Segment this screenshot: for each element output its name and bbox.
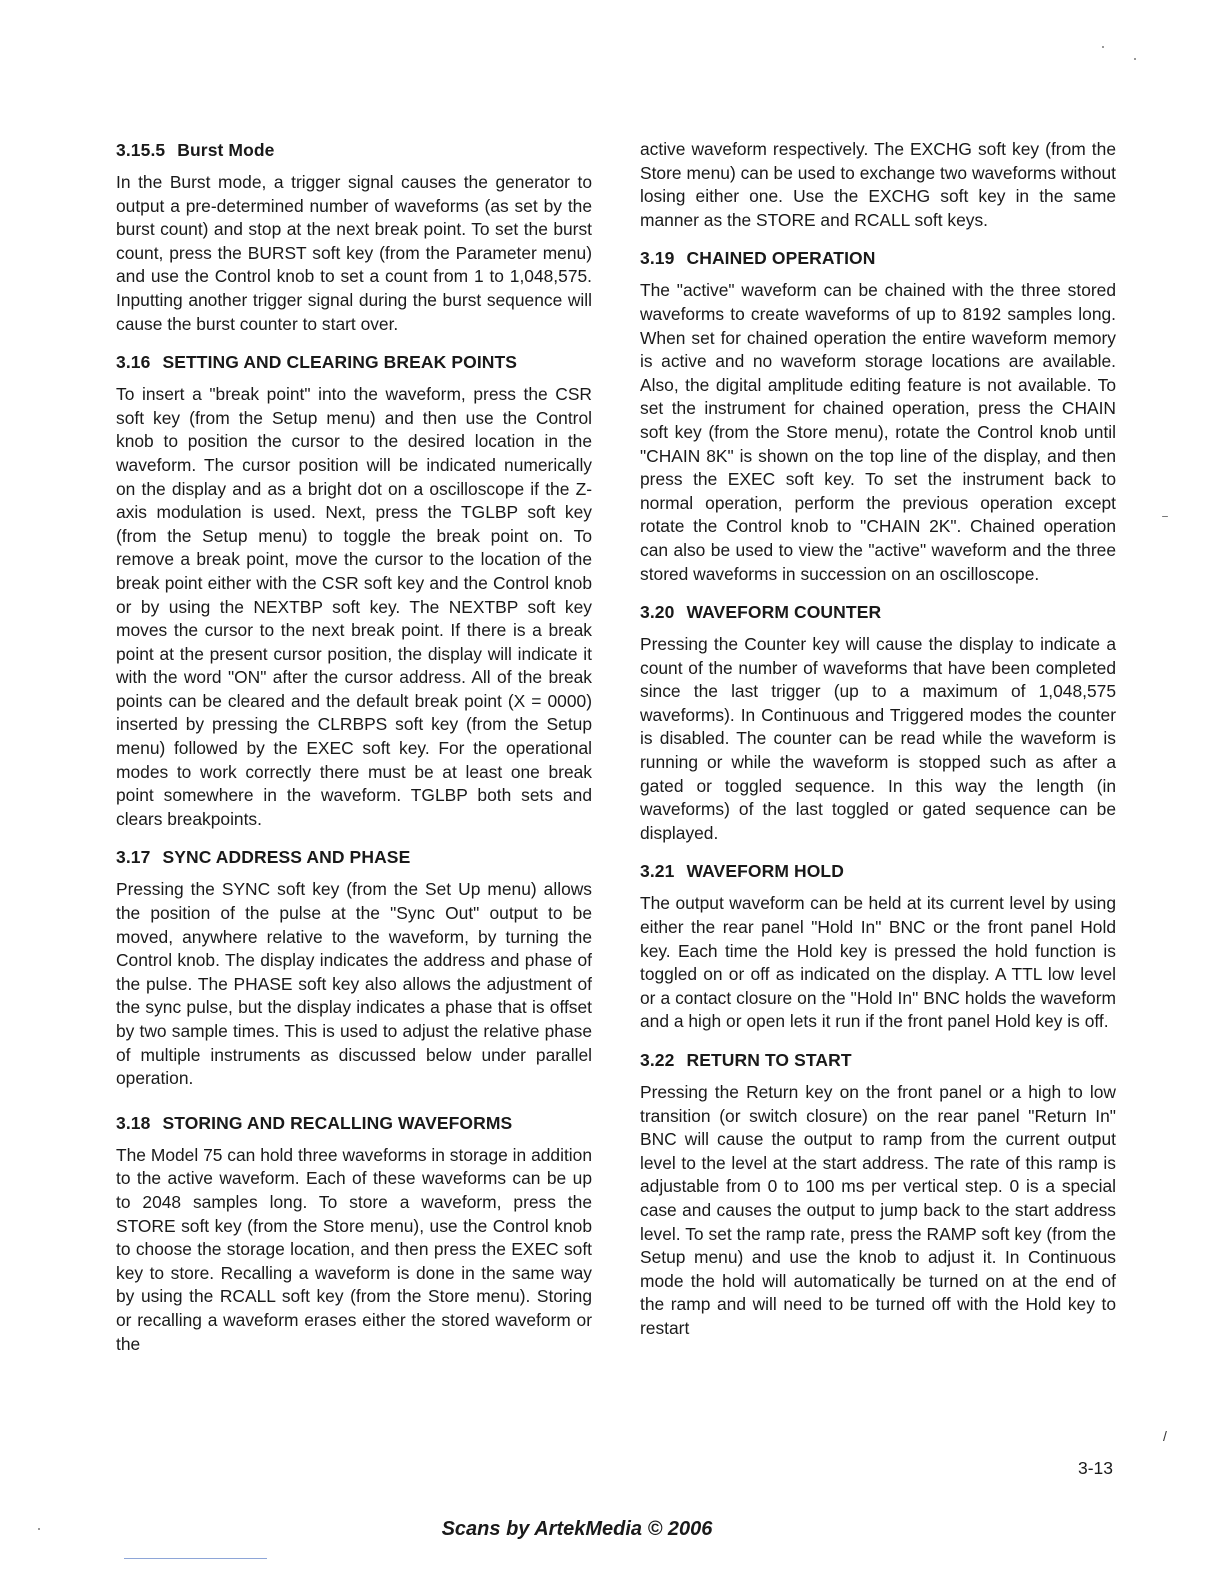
section-return-to-start	[640, 1048, 1116, 1341]
scan-speck	[1134, 58, 1136, 60]
section-title: WAVEFORM HOLD	[686, 861, 844, 882]
section-title: RETURN TO START	[686, 1050, 852, 1070]
section-title: SYNC ADDRESS AND PHASE	[162, 847, 411, 868]
section-heading	[640, 1048, 1116, 1072]
section-body: Pressing the Counter key will cause the display to indicate a count of the number of waveforms that have been completed since the last trigger (up to a maximum of 1,048,575 waveforms). In Continuous and Triggered modes the counter is disabled. The counter can be read while the waveform is running or while the waveform is stopped such as after a gated or toggled sequence. In this way the length (in waveforms) of the last toggled or gated sequence can be displayed.	[640, 634, 1116, 843]
footer-rule	[124, 1558, 267, 1559]
section-body: The output waveform can be held at its current level by using either the rear panel "Hold In" BNC or the front panel Hold key. Each time the Hold key is pressed the hold function is toggled on or off as indicated on the display. A TTL low level or a contact closure on the "Hold In" BNC holds the waveform and a high or open lets it run if the front panel Hold key is off.	[640, 893, 1116, 1032]
section-body: The "active" waveform can be chained with the three stored waveforms to create waveforms of up to 8192 samples long. When set for chained operation the entire waveform memory is active and no waveform storage locations are available. Also, the digital amplitude editing feature is not available. To set the instrument for chained operation, press the CHAIN soft key (from the Store menu), rotate the Control knob until "CHAIN 8K" is shown on the top line of the display, and then press the EXEC soft key. To set the instrument back to normal operation, perform the previous operation except rotate the Control knob to "CHAIN 2K". Chained operation can also be used to view the "active" waveform and the three stored waveforms in succession on an oscilloscope.	[640, 280, 1116, 584]
section-number: 3.19	[640, 248, 675, 269]
section-number: 3.17	[116, 847, 151, 868]
section-number: 3.21	[640, 861, 675, 882]
section-body: Pressing the SYNC soft key (from the Set Up menu) allows the position of the pulse at the "Sync Out" output to be moved, anywhere relative to the waveform, by turning the Control knob. The display indicates the address and phase of the pulse. The PHASE soft key also allows the adjustment of the sync pulse, but the display indicates a phase that is offset by two sample times. This is used to adjust the relative phase of multiple instruments as discussed below under parallel operation.	[116, 879, 592, 1089]
section-title: WAVEFORM COUNTER	[686, 602, 882, 623]
section-storing-waveforms	[116, 1111, 592, 1356]
section-body: Pressing the Return key on the front panel or a high to low transition (or switch closure) on the rear panel "Return In" BNC will cause the output to ramp from the current output level to the level at the start address. The rate of this ramp is adjustable from 0 to 100 ms per vertical step. 0 is a special case and causes the output to jump back to the start address level. To set the ramp rate, press the RAMP soft key (from the Setup menu) and use the knob to adjust it. In Continuous mode the hold will automatically be turned on at the end of the ramp and will need to be turned off with the Hold key to restart	[640, 1082, 1116, 1338]
section-heading	[640, 600, 1116, 624]
section-number: 3.15.5	[116, 140, 166, 160]
section-break-points	[116, 350, 592, 831]
section-heading	[640, 859, 1116, 883]
section-number: 3.16	[116, 352, 151, 373]
section-body: active waveform respectively. The EXCHG soft key (from the Store menu) can be used to exchange two waveforms without losing either one. Use the EXCHG soft key in the same manner as the STORE and RCALL soft keys.	[640, 139, 1116, 230]
page-number: 3-13	[1078, 1458, 1114, 1478]
section-burst-mode	[116, 138, 592, 336]
section-number: 3.18	[116, 1112, 151, 1133]
section-waveform-hold	[640, 859, 1116, 1034]
section-heading	[640, 246, 1116, 270]
scan-credit-footer: Scans by ArtekMedia © 2006	[441, 1518, 713, 1540]
section-heading	[116, 1111, 592, 1135]
section-storing-continued	[640, 138, 1116, 232]
section-body: In the Burst mode, a trigger signal causes the generator to output a pre-determined number of waveforms (as set by the burst count) and stop at the next break point. To set the burst count, press the BURST soft key (from the Parameter menu) and use the Control knob to set a count from 1 to 1,048,575. Inputting another trigger signal during the burst sequence will cause the burst counter to start over.	[116, 172, 592, 334]
section-body: The Model 75 can hold three waveforms in storage in addition to the active waveform. Each of these waveforms can be up to 2048 samples long. To store a waveform, press the STORE soft key (from the Store menu), use the Control knob to choose the storage location, and then press the EXEC soft key to store. Recalling a waveform is done in the same way by using the RCALL soft key (from the Store menu). Storing or recalling a waveform erases either the stored waveform or the	[116, 1144, 592, 1354]
section-waveform-counter	[640, 600, 1116, 845]
section-heading	[116, 350, 592, 374]
scan-speck	[1162, 516, 1168, 517]
section-chained-operation	[640, 246, 1116, 586]
section-number: 3.20	[640, 602, 675, 623]
left-column	[116, 138, 592, 1356]
section-heading	[116, 138, 592, 162]
right-column	[640, 138, 1116, 1341]
section-number: 3.22	[640, 1050, 675, 1070]
section-title: SETTING AND CLEARING BREAK POINTS	[162, 352, 518, 373]
scan-speck	[1102, 46, 1104, 48]
section-sync-address	[116, 845, 592, 1090]
section-body: To insert a "break point" into the waveform, press the CSR soft key (from the Setup menu) and then use the Control knob to position the cursor to the desired location in the waveform. The cursor position will be indicated numerically on the display and as a bright dot on a oscilloscope if the Z-axis modulation is used. Next, press the TGLBP soft key (from the Setup menu) to toggle the break point on. To remove a break point, move the cursor to the location of the break point either with the CSR soft key and the Control knob or by using the NEXTBP soft key. The NEXTBP soft key moves the cursor to the next break point. If there is a break point at the present cursor position, the display will indicate it with the word "ON" after the cursor address. All of the break points can be cleared and the default break point (X = 0000) inserted by pressing the CLRBPS soft key (from the Setup menu) followed by the EXEC soft key. For the operational modes to work correctly there must be at least one break point somewhere in the waveform. TGLBP both sets and clears breakpoints.	[116, 384, 592, 829]
section-title: STORING AND RECALLING WAVEFORMS	[162, 1112, 513, 1133]
section-heading	[116, 845, 592, 869]
scan-mark: /	[1163, 1428, 1167, 1444]
section-title: Burst Mode	[177, 140, 275, 160]
scan-speck	[38, 1528, 40, 1530]
section-title: CHAINED OPERATION	[686, 248, 876, 269]
